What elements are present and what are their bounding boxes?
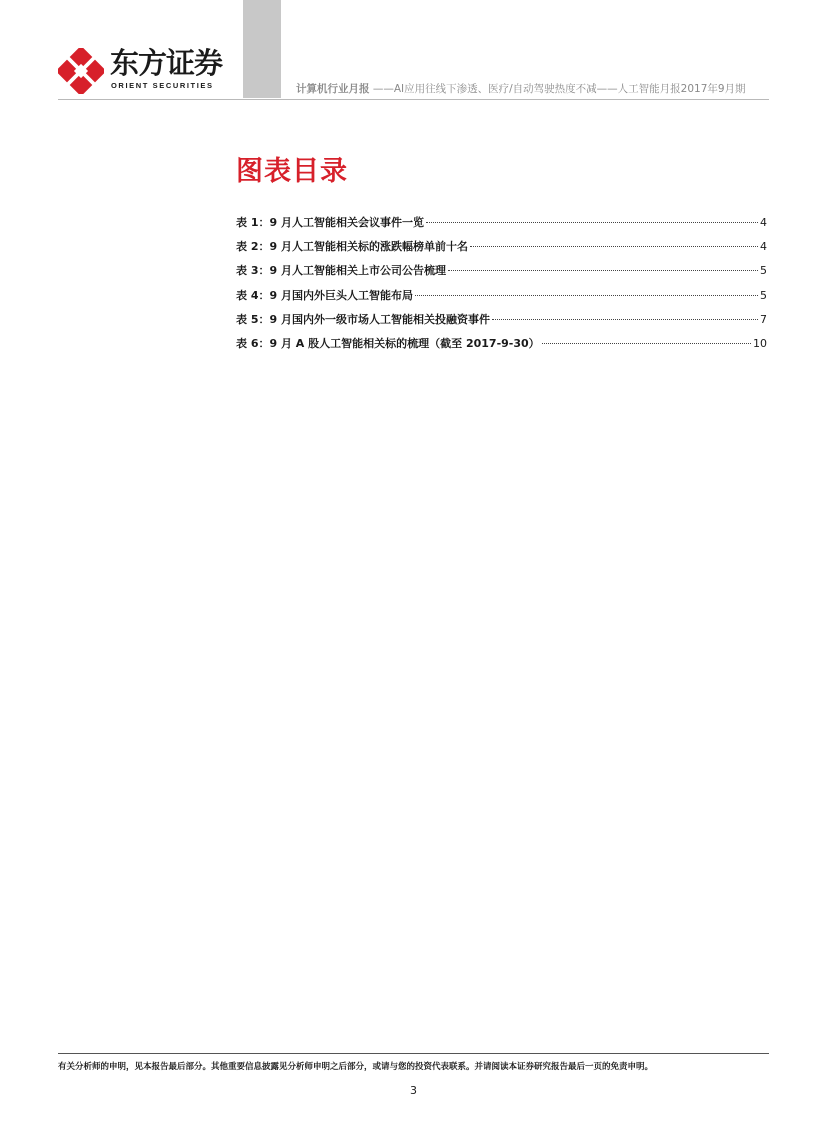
footer-disclaimer: 有关分析师的申明，见本报告最后部分。其他重要信息披露见分析师申明之后部分，或请与您的投资代表联系。并请阅读本证券研究报告最后一页的免责申明。 — [58, 1062, 654, 1072]
page-number: 3 — [410, 1084, 417, 1097]
brand-name-cn: 东方证券 — [110, 46, 223, 80]
brand-name-en: ORIENT SECURITIES — [111, 81, 214, 90]
toc-item-page: 7 — [760, 312, 767, 326]
orient-securities-logo-icon — [58, 48, 104, 94]
toc-list — [236, 211, 767, 356]
header-divider — [58, 99, 769, 100]
toc-item-label: 表 2：9 月人工智能相关标的涨跌幅榜单前十名 — [236, 240, 468, 254]
toc-leader-dots — [448, 256, 758, 271]
toc-item-label: 表 4：9 月国内外巨头人工智能布局 — [236, 288, 413, 302]
header-report-type: 计算机行业月报 — [296, 83, 370, 95]
toc-item-label: 表 1：9 月人工智能相关会议事件一览 — [236, 216, 424, 229]
brand-logo — [58, 44, 228, 94]
toc-item-page: 5 — [760, 264, 767, 278]
header-title: ——AI应用往线下渗透、医疗/自动驾驶热度不减——人工智能月报2017年9月期 — [372, 83, 746, 95]
toc-leader-dots — [470, 232, 758, 247]
toc-leader-dots — [415, 281, 758, 296]
toc-item-page: 4 — [760, 240, 767, 254]
toc-item-label: 表 3：9 月人工智能相关上市公司公告梳理 — [236, 264, 446, 278]
toc-item-page: 4 — [760, 216, 767, 229]
toc-item-page: 5 — [760, 288, 767, 302]
toc-item-label: 表 6：9 月 A 股人工智能相关标的梳理（截至 2017-9-30） — [236, 336, 540, 350]
header-gray-tab — [243, 0, 281, 98]
toc-leader-dots — [426, 208, 758, 223]
toc-item-page: 10 — [753, 336, 767, 350]
toc-item[interactable] — [236, 332, 767, 356]
toc-item-label: 表 5：9 月国内外一级市场人工智能相关投融资事件 — [236, 312, 490, 326]
toc-title: 图表目录 — [236, 156, 348, 187]
toc-leader-dots — [542, 329, 751, 344]
running-header — [296, 82, 746, 96]
toc-leader-dots — [492, 305, 758, 320]
footer-divider — [58, 1053, 769, 1054]
